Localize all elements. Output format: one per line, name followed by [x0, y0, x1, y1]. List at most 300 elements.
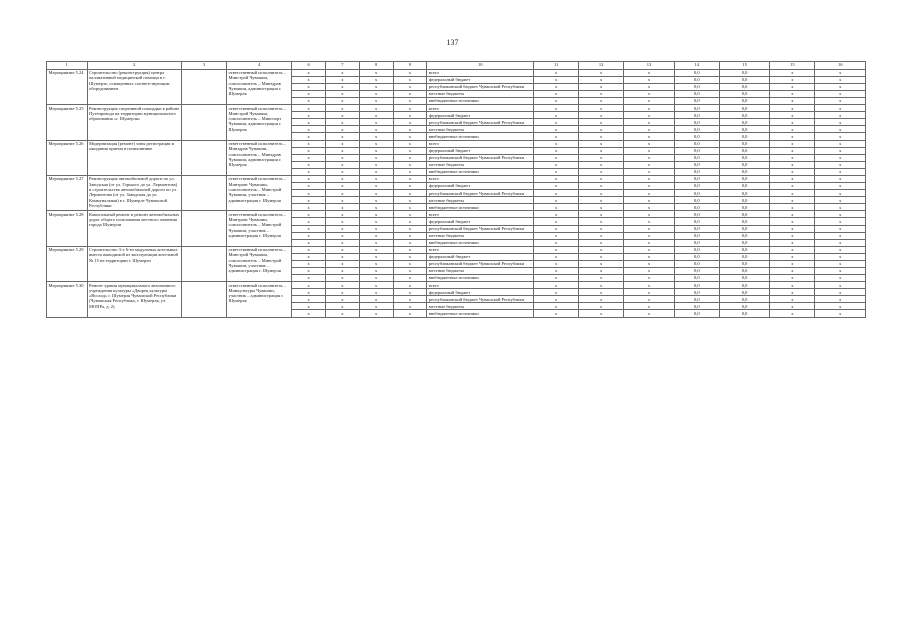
value-cell: x: [292, 119, 326, 126]
measure-goal: [182, 246, 227, 281]
value-cell: 0,0: [719, 140, 770, 147]
value-cell: x: [770, 225, 815, 232]
value-cell: x: [326, 83, 360, 90]
value-cell: x: [534, 83, 579, 90]
column-number: 12: [579, 62, 624, 70]
value-cell: 0,0: [674, 303, 719, 310]
funding-source: всего: [427, 105, 534, 112]
value-cell: x: [624, 225, 675, 232]
value-cell: x: [326, 204, 360, 211]
value-cell: x: [292, 154, 326, 161]
measure-goal: [182, 140, 227, 175]
value-cell: x: [534, 105, 579, 112]
value-cell: x: [815, 183, 866, 190]
value-cell: x: [292, 239, 326, 246]
value-cell: x: [770, 161, 815, 168]
value-cell: x: [326, 303, 360, 310]
funding-source: внебюджетные источники: [427, 98, 534, 105]
table-row: [47, 105, 866, 112]
measure-executor: ответственный исполнитель – Минтранс Чувашии, соисполнитель – Минстрой Чувашии, участник – администрация г. Шумерля: [227, 211, 292, 246]
value-cell: x: [359, 275, 393, 282]
value-cell: x: [579, 190, 624, 197]
value-cell: 0,0: [674, 69, 719, 76]
value-cell: x: [359, 197, 393, 204]
value-cell: x: [770, 69, 815, 76]
value-cell: x: [815, 197, 866, 204]
value-cell: x: [770, 197, 815, 204]
value-cell: x: [534, 282, 579, 289]
measure-id: Мероприятие 5.28: [47, 211, 88, 246]
value-cell: 0,0: [719, 246, 770, 253]
value-cell: x: [326, 253, 360, 260]
value-cell: 0,0: [719, 253, 770, 260]
value-cell: x: [815, 91, 866, 98]
value-cell: x: [393, 239, 427, 246]
value-cell: x: [770, 303, 815, 310]
value-cell: x: [534, 168, 579, 175]
value-cell: x: [359, 253, 393, 260]
funding-source: внебюджетные источники: [427, 239, 534, 246]
measure-id: Мероприятие 5.26: [47, 140, 88, 175]
value-cell: x: [534, 112, 579, 119]
measure-executor: ответственный исполнитель – Минстрой Чувашии, соисполнитель – Минздрав Чувашии, администрация г. Шумерля: [227, 69, 292, 104]
value-cell: x: [292, 91, 326, 98]
funding-source: местные бюджеты: [427, 267, 534, 274]
value-cell: x: [579, 260, 624, 267]
value-cell: x: [815, 267, 866, 274]
value-cell: x: [359, 289, 393, 296]
value-cell: x: [393, 253, 427, 260]
measure-executor: ответственный исполнитель – Минздрав Чувашии, соисполнитель – Минздрав Чувашии, администрация г. Шумерля: [227, 140, 292, 175]
funding-source: федеральный бюджет: [427, 253, 534, 260]
measure-goal: [182, 69, 227, 104]
value-cell: x: [770, 112, 815, 119]
value-cell: x: [534, 197, 579, 204]
value-cell: 0,0: [674, 218, 719, 225]
value-cell: x: [770, 211, 815, 218]
value-cell: x: [815, 211, 866, 218]
value-cell: x: [359, 91, 393, 98]
value-cell: 0,0: [674, 161, 719, 168]
column-number: 8: [359, 62, 393, 70]
value-cell: x: [393, 211, 427, 218]
funding-source: всего: [427, 175, 534, 182]
funding-source: внебюджетные источники: [427, 275, 534, 282]
value-cell: x: [359, 183, 393, 190]
value-cell: x: [579, 147, 624, 154]
value-cell: x: [579, 211, 624, 218]
value-cell: x: [292, 296, 326, 303]
value-cell: x: [292, 197, 326, 204]
value-cell: x: [579, 282, 624, 289]
value-cell: x: [393, 175, 427, 182]
funding-source: местные бюджеты: [427, 91, 534, 98]
value-cell: 0,0: [719, 260, 770, 267]
value-cell: x: [326, 91, 360, 98]
value-cell: x: [579, 76, 624, 83]
value-cell: x: [579, 204, 624, 211]
value-cell: x: [624, 310, 675, 317]
value-cell: 0,0: [674, 154, 719, 161]
value-cell: x: [770, 246, 815, 253]
value-cell: x: [326, 190, 360, 197]
value-cell: x: [326, 69, 360, 76]
value-cell: x: [815, 253, 866, 260]
value-cell: x: [393, 260, 427, 267]
funding-source: всего: [427, 211, 534, 218]
value-cell: x: [326, 218, 360, 225]
value-cell: x: [624, 204, 675, 211]
value-cell: x: [359, 175, 393, 182]
value-cell: 0,0: [719, 303, 770, 310]
value-cell: x: [579, 105, 624, 112]
value-cell: x: [534, 119, 579, 126]
measure-name: Модернизация (ремонт) зоны регистрации и ожидания приема в поликлинике: [87, 140, 182, 175]
value-cell: x: [624, 183, 675, 190]
value-cell: x: [534, 232, 579, 239]
value-cell: 0,0: [674, 289, 719, 296]
value-cell: x: [579, 197, 624, 204]
value-cell: x: [624, 246, 675, 253]
value-cell: x: [292, 204, 326, 211]
value-cell: x: [292, 133, 326, 140]
value-cell: x: [292, 211, 326, 218]
value-cell: x: [326, 310, 360, 317]
value-cell: x: [815, 225, 866, 232]
value-cell: 0,0: [674, 225, 719, 232]
value-cell: x: [292, 246, 326, 253]
value-cell: x: [326, 260, 360, 267]
column-number: 9: [393, 62, 427, 70]
value-cell: x: [534, 267, 579, 274]
value-cell: x: [393, 282, 427, 289]
value-cell: x: [292, 140, 326, 147]
value-cell: x: [624, 98, 675, 105]
value-cell: x: [534, 91, 579, 98]
value-cell: x: [326, 183, 360, 190]
value-cell: x: [326, 211, 360, 218]
value-cell: x: [359, 204, 393, 211]
value-cell: x: [359, 98, 393, 105]
value-cell: x: [292, 168, 326, 175]
value-cell: x: [326, 275, 360, 282]
value-cell: x: [770, 91, 815, 98]
value-cell: x: [815, 275, 866, 282]
value-cell: x: [815, 69, 866, 76]
value-cell: x: [326, 119, 360, 126]
measure-name: Строительство 3-х 6-ти модульных котельных вместо выводимой из эксплуатации котельной № 15 на территории г. Шумерли: [87, 246, 182, 281]
value-cell: 0,0: [674, 105, 719, 112]
value-cell: x: [579, 140, 624, 147]
funding-source: всего: [427, 246, 534, 253]
value-cell: x: [359, 154, 393, 161]
value-cell: 0,0: [719, 112, 770, 119]
value-cell: x: [624, 303, 675, 310]
value-cell: x: [579, 133, 624, 140]
page-number: 137: [446, 38, 459, 47]
value-cell: 0,0: [719, 289, 770, 296]
value-cell: x: [815, 260, 866, 267]
value-cell: 0,0: [719, 69, 770, 76]
value-cell: 0,0: [674, 119, 719, 126]
value-cell: x: [292, 98, 326, 105]
value-cell: x: [326, 76, 360, 83]
value-cell: x: [579, 289, 624, 296]
value-cell: x: [534, 140, 579, 147]
column-number: 2: [87, 62, 182, 70]
value-cell: 0,0: [674, 168, 719, 175]
value-cell: x: [292, 275, 326, 282]
value-cell: x: [770, 175, 815, 182]
funding-source: местные бюджеты: [427, 197, 534, 204]
value-cell: x: [359, 83, 393, 90]
value-cell: x: [292, 253, 326, 260]
value-cell: x: [770, 253, 815, 260]
value-cell: x: [815, 246, 866, 253]
value-cell: x: [534, 204, 579, 211]
table-row: [47, 175, 866, 182]
value-cell: 0,0: [719, 147, 770, 154]
value-cell: x: [393, 83, 427, 90]
value-cell: 0,0: [719, 232, 770, 239]
value-cell: x: [534, 289, 579, 296]
value-cell: x: [393, 69, 427, 76]
column-number: 15: [719, 62, 770, 70]
value-cell: x: [624, 232, 675, 239]
value-cell: x: [815, 310, 866, 317]
value-cell: x: [770, 282, 815, 289]
value-cell: x: [770, 218, 815, 225]
value-cell: x: [579, 296, 624, 303]
value-cell: 0,0: [674, 267, 719, 274]
funding-source: республиканский бюджет Чувашской Республики: [427, 154, 534, 161]
value-cell: x: [815, 126, 866, 133]
value-cell: x: [624, 267, 675, 274]
value-cell: x: [359, 246, 393, 253]
value-cell: x: [359, 190, 393, 197]
value-cell: 0,0: [674, 282, 719, 289]
value-cell: x: [326, 133, 360, 140]
funding-source: республиканский бюджет Чувашской Республики: [427, 83, 534, 90]
value-cell: x: [534, 239, 579, 246]
value-cell: x: [815, 154, 866, 161]
value-cell: x: [292, 175, 326, 182]
value-cell: x: [815, 168, 866, 175]
value-cell: x: [534, 98, 579, 105]
value-cell: x: [815, 232, 866, 239]
funding-source: федеральный бюджет: [427, 112, 534, 119]
value-cell: x: [534, 190, 579, 197]
measure-id: Мероприятие 5.29: [47, 246, 88, 281]
value-cell: 0,0: [719, 296, 770, 303]
value-cell: x: [770, 133, 815, 140]
measure-name: Капитальный ремонт и ремонт автомобильных дорог общего пользования местного значения города Шумерли: [87, 211, 182, 246]
funding-source: внебюджетные источники: [427, 168, 534, 175]
value-cell: x: [326, 126, 360, 133]
value-cell: x: [770, 154, 815, 161]
measure-executor: ответственный исполнитель – Минстрой Чувашии, соисполнитель – Минстрой Чувашии, участник – администрация г. Шумерля: [227, 246, 292, 281]
value-cell: x: [359, 296, 393, 303]
value-cell: x: [579, 69, 624, 76]
funding-source: местные бюджеты: [427, 126, 534, 133]
value-cell: x: [770, 126, 815, 133]
funding-source: республиканский бюджет Чувашской Республики: [427, 119, 534, 126]
value-cell: x: [326, 246, 360, 253]
value-cell: x: [359, 282, 393, 289]
value-cell: 0,0: [674, 140, 719, 147]
value-cell: 0,0: [719, 211, 770, 218]
value-cell: x: [624, 168, 675, 175]
value-cell: 0,0: [674, 112, 719, 119]
funding-source: республиканский бюджет Чувашской Республики: [427, 296, 534, 303]
value-cell: x: [393, 112, 427, 119]
value-cell: 0,0: [674, 239, 719, 246]
funding-source: всего: [427, 282, 534, 289]
value-cell: x: [359, 168, 393, 175]
value-cell: x: [815, 119, 866, 126]
value-cell: x: [624, 211, 675, 218]
value-cell: x: [393, 126, 427, 133]
measure-id: Мероприятие 5.25: [47, 105, 88, 140]
value-cell: x: [579, 119, 624, 126]
value-cell: x: [393, 197, 427, 204]
value-cell: x: [534, 211, 579, 218]
value-cell: x: [579, 267, 624, 274]
value-cell: x: [393, 98, 427, 105]
value-cell: x: [326, 147, 360, 154]
value-cell: 0,0: [719, 197, 770, 204]
funding-source: республиканский бюджет Чувашской Республики: [427, 260, 534, 267]
value-cell: x: [292, 112, 326, 119]
measure-executor: ответственный исполнитель – Минстрой Чувашии, соисполнитель – Минспорт Чувашии, администрация г. Шумерля: [227, 105, 292, 140]
value-cell: x: [534, 310, 579, 317]
table-row: [47, 211, 866, 218]
value-cell: x: [815, 147, 866, 154]
value-cell: 0,0: [719, 282, 770, 289]
value-cell: x: [534, 175, 579, 182]
column-number: 14: [674, 62, 719, 70]
value-cell: x: [326, 289, 360, 296]
value-cell: x: [770, 239, 815, 246]
value-cell: x: [624, 296, 675, 303]
value-cell: x: [815, 133, 866, 140]
value-cell: x: [579, 218, 624, 225]
value-cell: x: [624, 105, 675, 112]
value-cell: x: [359, 239, 393, 246]
value-cell: 0,0: [719, 161, 770, 168]
value-cell: 0,0: [674, 197, 719, 204]
value-cell: x: [815, 296, 866, 303]
value-cell: x: [359, 105, 393, 112]
value-cell: x: [815, 161, 866, 168]
value-cell: 0,0: [674, 275, 719, 282]
value-cell: x: [624, 190, 675, 197]
value-cell: x: [624, 275, 675, 282]
value-cell: x: [579, 175, 624, 182]
value-cell: x: [393, 76, 427, 83]
value-cell: x: [815, 190, 866, 197]
value-cell: x: [815, 76, 866, 83]
funding-source: федеральный бюджет: [427, 76, 534, 83]
value-cell: 0,0: [674, 133, 719, 140]
value-cell: x: [393, 91, 427, 98]
value-cell: x: [534, 225, 579, 232]
value-cell: 0,0: [719, 133, 770, 140]
value-cell: x: [359, 267, 393, 274]
value-cell: 0,0: [719, 126, 770, 133]
measure-executor: ответственный исполнитель – Минтранс Чувашии, соисполнитель – Минстрой Чувашии, участник – администрация г. Шумерля: [227, 175, 292, 210]
value-cell: x: [770, 105, 815, 112]
value-cell: x: [770, 310, 815, 317]
value-cell: x: [393, 119, 427, 126]
value-cell: x: [534, 154, 579, 161]
value-cell: 0,0: [674, 211, 719, 218]
table-row: [47, 282, 866, 289]
value-cell: x: [292, 260, 326, 267]
value-cell: x: [292, 105, 326, 112]
value-cell: x: [292, 147, 326, 154]
value-cell: x: [579, 126, 624, 133]
value-cell: x: [770, 98, 815, 105]
value-cell: 0,0: [674, 147, 719, 154]
value-cell: x: [534, 161, 579, 168]
value-cell: x: [579, 303, 624, 310]
value-cell: 0,0: [674, 260, 719, 267]
value-cell: 0,0: [674, 190, 719, 197]
value-cell: x: [393, 190, 427, 197]
value-cell: x: [359, 303, 393, 310]
value-cell: x: [534, 296, 579, 303]
column-number: 1: [47, 62, 88, 70]
value-cell: x: [579, 239, 624, 246]
value-cell: 0,0: [674, 183, 719, 190]
value-cell: x: [292, 76, 326, 83]
value-cell: 0,0: [674, 175, 719, 182]
column-number: 13: [624, 62, 675, 70]
value-cell: x: [359, 161, 393, 168]
measure-id: Мероприятие 5.24: [47, 69, 88, 104]
value-cell: x: [815, 105, 866, 112]
value-cell: 0,0: [719, 76, 770, 83]
value-cell: x: [292, 83, 326, 90]
value-cell: x: [624, 91, 675, 98]
table-row: [47, 140, 866, 147]
value-cell: x: [292, 232, 326, 239]
value-cell: x: [393, 289, 427, 296]
value-cell: 0,0: [719, 190, 770, 197]
value-cell: x: [579, 98, 624, 105]
value-cell: x: [292, 225, 326, 232]
value-cell: x: [534, 126, 579, 133]
column-number: 16: [815, 62, 866, 70]
value-cell: x: [292, 282, 326, 289]
value-cell: x: [326, 225, 360, 232]
value-cell: x: [770, 147, 815, 154]
value-cell: x: [393, 204, 427, 211]
value-cell: 0,0: [719, 119, 770, 126]
value-cell: x: [624, 119, 675, 126]
value-cell: x: [770, 275, 815, 282]
value-cell: x: [393, 140, 427, 147]
value-cell: x: [579, 246, 624, 253]
column-number: 15: [770, 62, 815, 70]
value-cell: x: [624, 133, 675, 140]
value-cell: x: [770, 183, 815, 190]
value-cell: 0,0: [719, 310, 770, 317]
value-cell: x: [815, 98, 866, 105]
measures-table: [46, 61, 866, 318]
value-cell: 0,0: [719, 218, 770, 225]
